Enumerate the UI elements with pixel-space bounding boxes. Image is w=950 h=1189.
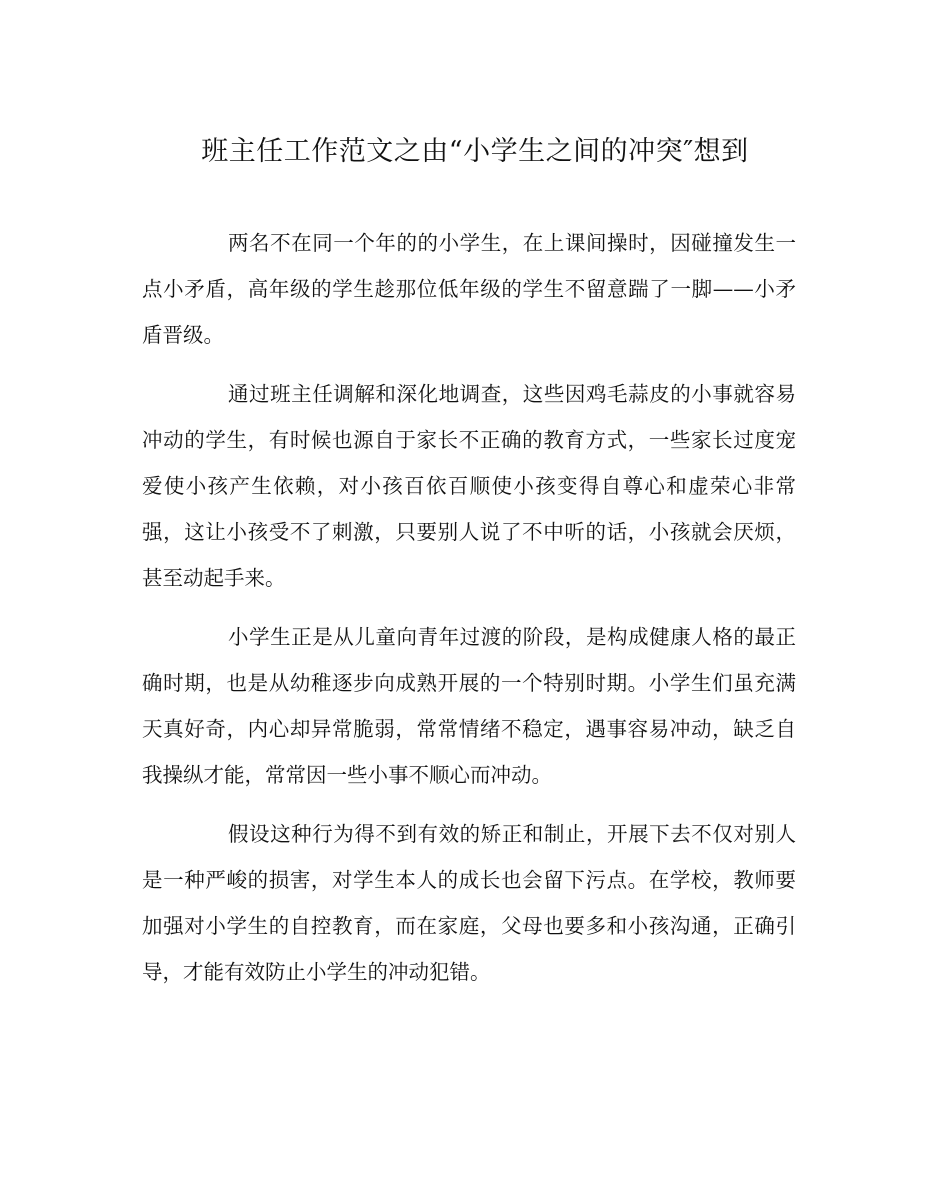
paragraph-3: 小学生正是从儿童向青年过渡的阶段，是构成健康人格的最正确时期，也是从幼稚逐步向成熟开展的一个特别时期。小学生们虽充满天真好奇，内心却异常脆弱，常常情绪不稳定，遇事容易冲动，缺乏自我操纵才能，常常因一些小事不顺心而冲动。 xyxy=(142,625,796,787)
paragraph-1: 两名不在同一个年的的小学生，在上课间操时，因碰撞发生一点小矛盾，高年级的学生趁那位低年级的学生不留意踹了一脚——小矛盾晋级。 xyxy=(142,231,796,347)
document-body xyxy=(142,220,796,1008)
document-title: 班主任工作范文之由“小学生之间的冲突″想到 xyxy=(201,136,749,167)
paragraph-4: 假设这种行为得不到有效的矫正和制止，开展下去不仅对别人是一种严峻的损害，对学生本人的成长也会留下污点。在学校，教师要加强对小学生的自控教育，而在家庭，父母也要多和小孩沟通，正确引导，才能有效防止小学生的冲动犯错。 xyxy=(142,822,796,984)
paragraph-2: 通过班主任调解和深化地调查，这些因鸡毛蒜皮的小事就容易冲动的学生，有时候也源自于家长不正确的教育方式，一些家长过度宠爱使小孩产生依赖，对小孩百依百顺使小孩变得自尊心和虚荣心非常强，这让小孩受不了刺激，只要别人说了不中听的话，小孩就会厌烦，甚至动起手来。 xyxy=(142,382,796,590)
